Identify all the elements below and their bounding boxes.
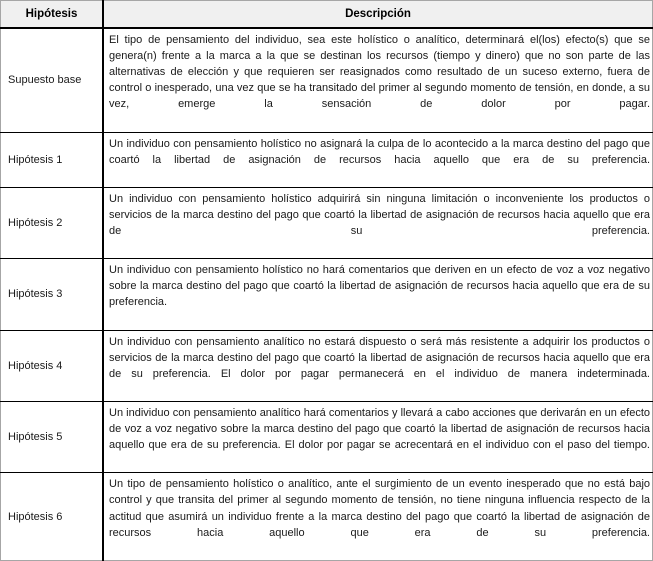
row-label-hipotesis-4: Hipótesis 4 [1, 330, 104, 401]
row-label-supuesto-base: Supuesto base [1, 28, 104, 132]
table-header-row [1, 1, 653, 29]
table-row [1, 330, 653, 401]
table-row [1, 401, 653, 472]
row-label-hipotesis-1: Hipótesis 1 [1, 132, 104, 187]
row-description-supuesto-base: El tipo de pensamiento del individuo, sea este holístico o analítico, determinará el(los) efecto(s) que se genera(n) frente a la marca a la que se destinan los recursos (tiempo y dinero) que no son parte de las alternativas de elección y que requieren ser reasignados como resultado de un suceso externo, fuera de control o inesperado, una vez que se ha transitado del primer al segundo momento de tensión, en donde, a su vez, emerge la sensación de dolor por pagar. [103, 28, 653, 132]
row-label-hipotesis-3: Hipótesis 3 [1, 259, 104, 330]
table-row [1, 259, 653, 330]
table-row [1, 132, 653, 187]
table-row [1, 187, 653, 258]
row-label-hipotesis-5: Hipótesis 5 [1, 401, 104, 472]
row-label-hipotesis-2: Hipótesis 2 [1, 187, 104, 258]
row-description-hipotesis-2: Un individuo con pensamiento holístico adquirirá sin ninguna limitación o inconveniente los productos o servicios de la marca destino del pago que coartó la libertad de asignación de recursos hacia aquello que era de su preferencia. [103, 187, 653, 258]
table-header [1, 1, 653, 29]
column-header-hypothesis: Hipótesis [1, 1, 104, 29]
row-label-hipotesis-6: Hipótesis 6 [1, 473, 104, 560]
table-row [1, 28, 653, 132]
column-header-description: Descripción [103, 1, 653, 29]
row-description-hipotesis-6: Un tipo de pensamiento holístico o analítico, ante el surgimiento de un evento inesperado que no está bajo control y que transita del primer al segundo momento de tensión, no tiene ninguna influencia respecto de la actitud que asumirá un individuo frente a la marca destino del pago que coartó la libertad de asignación de recursos hacia aquello que era de su preferencia. [103, 473, 653, 560]
table-body [1, 28, 653, 560]
row-description-hipotesis-3: Un individuo con pensamiento holístico no hará comentarios que deriven en un efecto de voz a voz negativo sobre la marca destino del pago que coartó la libertad de asignación de recursos hacia aquello que era de su preferencia. [103, 259, 653, 330]
row-description-hipotesis-5: Un individuo con pensamiento analítico hará comentarios y llevará a cabo acciones que derivarán en un efecto de voz a voz negativo sobre la marca destino del pago que coartó la libertad de asignación de recursos hacia aquello que era de su preferencia. El dolor por pagar se acrecentará en el individuo con el paso del tiempo. [103, 401, 653, 472]
row-description-hipotesis-4: Un individuo con pensamiento analítico no estará dispuesto o será más resistente a adquirir los productos o servicios de la marca destino del pago que coartó la libertad de asignación de recursos hacia aquello que era de su preferencia. El dolor por pagar permanecerá en el individuo de manera indeterminada. [103, 330, 653, 401]
table-row [1, 473, 653, 560]
row-description-hipotesis-1: Un individuo con pensamiento holístico no asignará la culpa de lo acontecido a la marca destino del pago que coartó la libertad de asignación de recursos hacia aquello que era de su preferencia. [103, 132, 653, 187]
